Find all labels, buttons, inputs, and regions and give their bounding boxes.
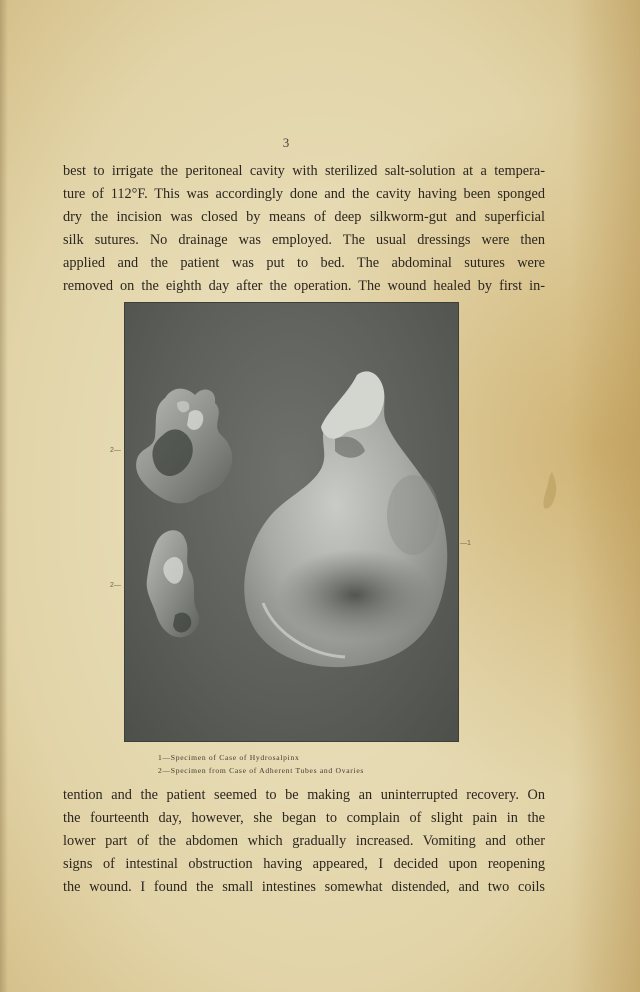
figure-caption-2: 2—Specimen from Case of Adherent Tubes and Ovaries	[158, 766, 365, 775]
text-line: dry the incision was closed by means of deep silkworm-gut and superficial	[63, 209, 545, 225]
text-line: silk sutures. No drainage was employed. The usual dressings were then	[63, 232, 545, 248]
text-line: the wound. I found the small intestines somewhat distended, and two coils	[63, 879, 545, 895]
paragraph-top	[63, 160, 545, 298]
page-discoloration	[570, 0, 640, 992]
paper-stain	[540, 470, 562, 512]
figure-marker-2-upper: 2—	[110, 447, 121, 454]
specimen-1-hydrosalpinx	[244, 371, 447, 667]
figure-marker-2-lower: 2—	[110, 582, 121, 589]
text-line: best to irrigate the peritoneal cavity with sterilized salt-solution at a tempera-	[63, 163, 545, 179]
text-line: removed on the eighth day after the operation. The wound healed by first in-	[63, 278, 545, 294]
text-line: the fourteenth day, however, she began to complain of slight pain in the	[63, 810, 545, 826]
page-number: 3	[282, 135, 290, 150]
text-line: signs of intestinal obstruction having appeared, I decided upon reopening	[63, 856, 545, 872]
specimen-photograph	[125, 303, 458, 741]
figure-marker-1: —1	[460, 540, 471, 547]
specimen-2-lower	[147, 530, 199, 637]
text-line: lower part of the abdomen which gradually increased. Vomiting and other	[63, 833, 545, 849]
text-line: applied and the patient was put to bed. The abdominal sutures were	[63, 255, 545, 271]
paragraph-bottom	[63, 784, 545, 899]
text-line: ture of 112°F. This was accordingly done and the cavity having been sponged	[63, 186, 545, 202]
text-line: tention and the patient seemed to be making an uninterrupted recovery. On	[63, 787, 545, 803]
figure-caption-1: 1—Specimen of Case of Hydrosalpinx	[158, 753, 300, 762]
page-edge-shadow	[0, 0, 8, 992]
specimen-2-upper	[136, 389, 232, 504]
